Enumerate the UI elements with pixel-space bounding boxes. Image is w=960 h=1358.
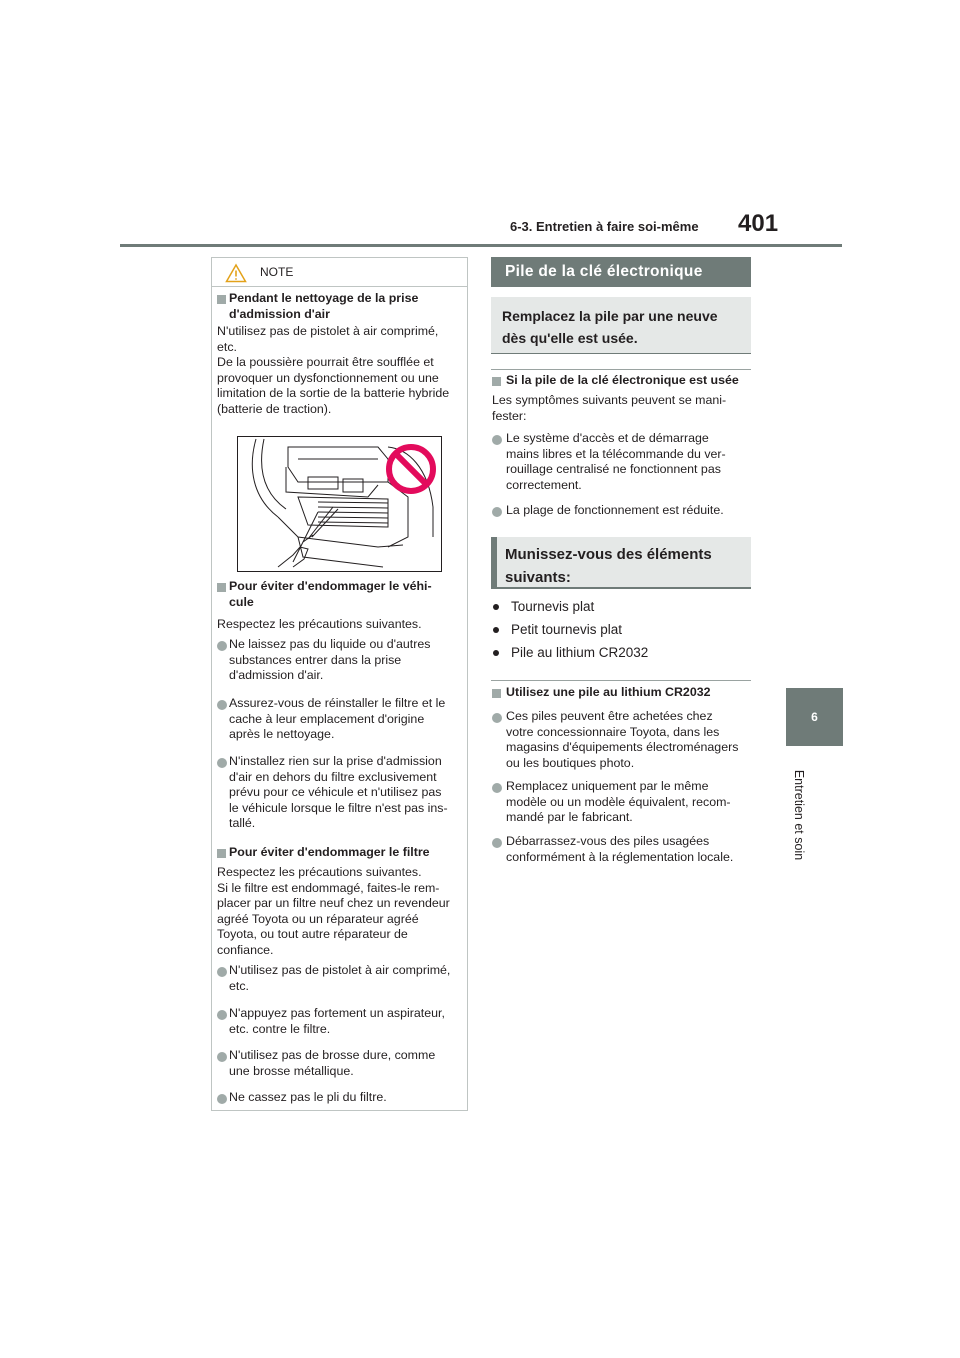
text-line: Le système d'accès et de démarrage bbox=[506, 431, 709, 445]
round-bullet bbox=[217, 758, 227, 768]
text-line: le véhicule lorsque le filtre n'est pas ins- bbox=[229, 800, 448, 815]
round-bullet bbox=[492, 838, 502, 848]
square-bullet bbox=[217, 583, 226, 592]
note-heading-2 bbox=[229, 579, 432, 610]
text-line: placer par un filtre neuf chez un revendeur bbox=[217, 896, 450, 910]
text-line: cule bbox=[229, 594, 254, 609]
text-line: dès qu'elle est usée. bbox=[502, 330, 638, 346]
note-paragraph-3 bbox=[217, 865, 450, 958]
tool-item-2: Petit tournevis plat bbox=[511, 622, 623, 637]
note-header bbox=[211, 257, 468, 287]
square-bullet bbox=[492, 689, 501, 698]
text-line: rouillage centralisé ne fonctionnent pas bbox=[506, 462, 721, 476]
text-line: ou les boutiques photo. bbox=[506, 755, 635, 770]
black-bullet bbox=[493, 627, 499, 633]
text-line: magasins d'équipements électroménagers bbox=[506, 740, 739, 754]
right-heading-2: Utilisez une pile au lithium CR2032 bbox=[506, 685, 711, 699]
divider bbox=[491, 680, 751, 681]
text-line: Ces piles peuvent être achetées chez bbox=[506, 709, 713, 723]
note-bullet-6 bbox=[229, 1048, 435, 1079]
note-label: NOTE bbox=[260, 265, 294, 279]
air-intake-brush-prohibited-icon bbox=[237, 436, 442, 572]
text-line: Ne laissez pas du liquide ou d'autres bbox=[229, 637, 431, 651]
text-line: Les symptômes suivants peuvent se mani- bbox=[492, 393, 727, 407]
text-line: Remplacez la pile par une neuve bbox=[502, 308, 718, 324]
text-line: De la poussière pourrait être soufflée et bbox=[217, 355, 434, 369]
black-bullet bbox=[493, 650, 499, 656]
page-number: 401 bbox=[738, 210, 779, 237]
text-line: N'utilisez pas de pistolet à air comprimé, bbox=[229, 963, 451, 977]
note-heading-3: Pour éviter d'endommager le filtre bbox=[229, 845, 430, 859]
round-bullet bbox=[217, 1010, 227, 1020]
note-bullet-5 bbox=[229, 1006, 445, 1037]
text-line: tallé. bbox=[229, 816, 256, 830]
square-bullet bbox=[492, 377, 501, 386]
text-line: N'appuyez pas fortement un aspirateur, bbox=[229, 1006, 445, 1020]
text-line: suivants: bbox=[505, 569, 571, 586]
section-heading-text bbox=[505, 543, 712, 589]
right-bullet-3 bbox=[506, 709, 738, 771]
text-line: mains libres et la télécommande du ver- bbox=[506, 446, 726, 461]
section-heading-pill: Pile de la clé électronique bbox=[491, 257, 751, 287]
text-line: mandé par le fabricant. bbox=[506, 810, 633, 824]
text-line: cache à leur emplacement d'origine bbox=[229, 711, 425, 726]
round-bullet bbox=[492, 783, 502, 793]
square-bullet bbox=[217, 295, 226, 304]
header-rule bbox=[120, 244, 842, 247]
text-line: Pour éviter d'endommager le véhi- bbox=[229, 579, 432, 593]
text-line: après le nettoyage. bbox=[229, 727, 335, 741]
note-bullet-4 bbox=[229, 963, 450, 994]
warning-triangle-icon bbox=[225, 263, 247, 283]
text-line: Assurez-vous de réinstaller le filtre et le bbox=[229, 696, 446, 710]
note-heading-1: Pendant le nettoyage de la prise d'admission d'air bbox=[229, 291, 419, 321]
right-heading-1: Si la pile de la clé électronique est usée bbox=[506, 373, 739, 387]
text-line: limitation de la sortie de la batterie hybride bbox=[217, 386, 450, 400]
text-line: etc. bbox=[229, 978, 249, 993]
round-bullet bbox=[492, 507, 502, 517]
text-line: d'admission d'air. bbox=[229, 668, 324, 682]
note-paragraph-1 bbox=[217, 324, 449, 417]
text-line: fester: bbox=[492, 408, 527, 423]
text-line: etc. contre le filtre. bbox=[229, 1021, 331, 1036]
text-line: N'utilisez pas de brosse dure, comme bbox=[229, 1048, 436, 1062]
text-line: Si le filtre est endommagé, faites-le rem- bbox=[217, 880, 440, 895]
note-bullet-7: Ne cassez pas le pli du filtre. bbox=[229, 1090, 387, 1104]
note-bullet-1 bbox=[229, 637, 430, 684]
right-bullet-2: La plage de fonctionnement est réduite. bbox=[506, 503, 724, 517]
chapter-label: Entretien et soin bbox=[792, 769, 806, 861]
text-line: prévu pour ce véhicule et n'utilisez pas bbox=[229, 785, 442, 799]
black-bullet bbox=[493, 604, 499, 610]
text-line: Munissez-vous des éléments bbox=[505, 546, 712, 563]
round-bullet bbox=[217, 1094, 227, 1104]
text-line: Débarrassez-vous des piles usagées bbox=[506, 834, 710, 848]
chapter-number: 6 bbox=[811, 710, 818, 724]
divider bbox=[491, 353, 751, 354]
chapter-tab bbox=[786, 688, 843, 746]
text-line: modèle ou un modèle équivalent, recom- bbox=[506, 794, 731, 809]
text-line: N'utilisez pas de pistolet à air comprimé, bbox=[217, 324, 439, 338]
text-line: une brosse métallique. bbox=[229, 1063, 354, 1078]
text-line: etc. bbox=[217, 339, 237, 354]
tool-item-1: Tournevis plat bbox=[511, 599, 595, 614]
text-line: Remplacez uniquement par le même bbox=[506, 779, 709, 793]
divider bbox=[491, 369, 751, 370]
round-bullet bbox=[492, 435, 502, 445]
text-line: substances entrer dans la prise bbox=[229, 652, 402, 667]
section-title: 6-3. Entretien à faire soi-même bbox=[510, 219, 699, 234]
intro-text bbox=[502, 305, 718, 349]
text-line: conformément à la réglementation locale. bbox=[506, 849, 734, 864]
text-line: provoquer un dysfonctionnement ou une bbox=[217, 370, 439, 385]
text-line: Toyota, ou tout autre réparateur de bbox=[217, 927, 408, 941]
right-bullet-1 bbox=[506, 431, 726, 493]
text-line: N'installez rien sur la prise d'admission bbox=[229, 754, 442, 768]
note-bullet-3 bbox=[229, 754, 448, 832]
text-line: confiance. bbox=[217, 942, 274, 957]
note-bullet-2 bbox=[229, 696, 445, 743]
right-bullet-5 bbox=[506, 834, 733, 865]
right-paragraph-1 bbox=[492, 393, 726, 424]
round-bullet bbox=[217, 967, 227, 977]
text-line: correctement. bbox=[506, 477, 582, 492]
square-bullet bbox=[217, 849, 226, 858]
note-paragraph-2: Respectez les précautions suivantes. bbox=[217, 617, 422, 631]
round-bullet bbox=[217, 700, 227, 710]
round-bullet bbox=[217, 641, 227, 651]
round-bullet bbox=[217, 1052, 227, 1062]
round-bullet bbox=[492, 713, 502, 723]
text-line: Respectez les précautions suivantes. bbox=[217, 865, 422, 879]
chapter-label-container bbox=[789, 765, 809, 865]
right-bullet-4 bbox=[506, 779, 731, 826]
text-line: votre concessionnaire Toyota, dans les bbox=[506, 724, 720, 739]
text-line: d'air en dehors du filtre exclusivement bbox=[229, 769, 437, 784]
text-line: agréé Toyota ou un réparateur agréé bbox=[217, 911, 419, 926]
text-line: (batterie de traction). bbox=[217, 401, 332, 416]
tool-item-3: Pile au lithium CR2032 bbox=[511, 645, 649, 660]
